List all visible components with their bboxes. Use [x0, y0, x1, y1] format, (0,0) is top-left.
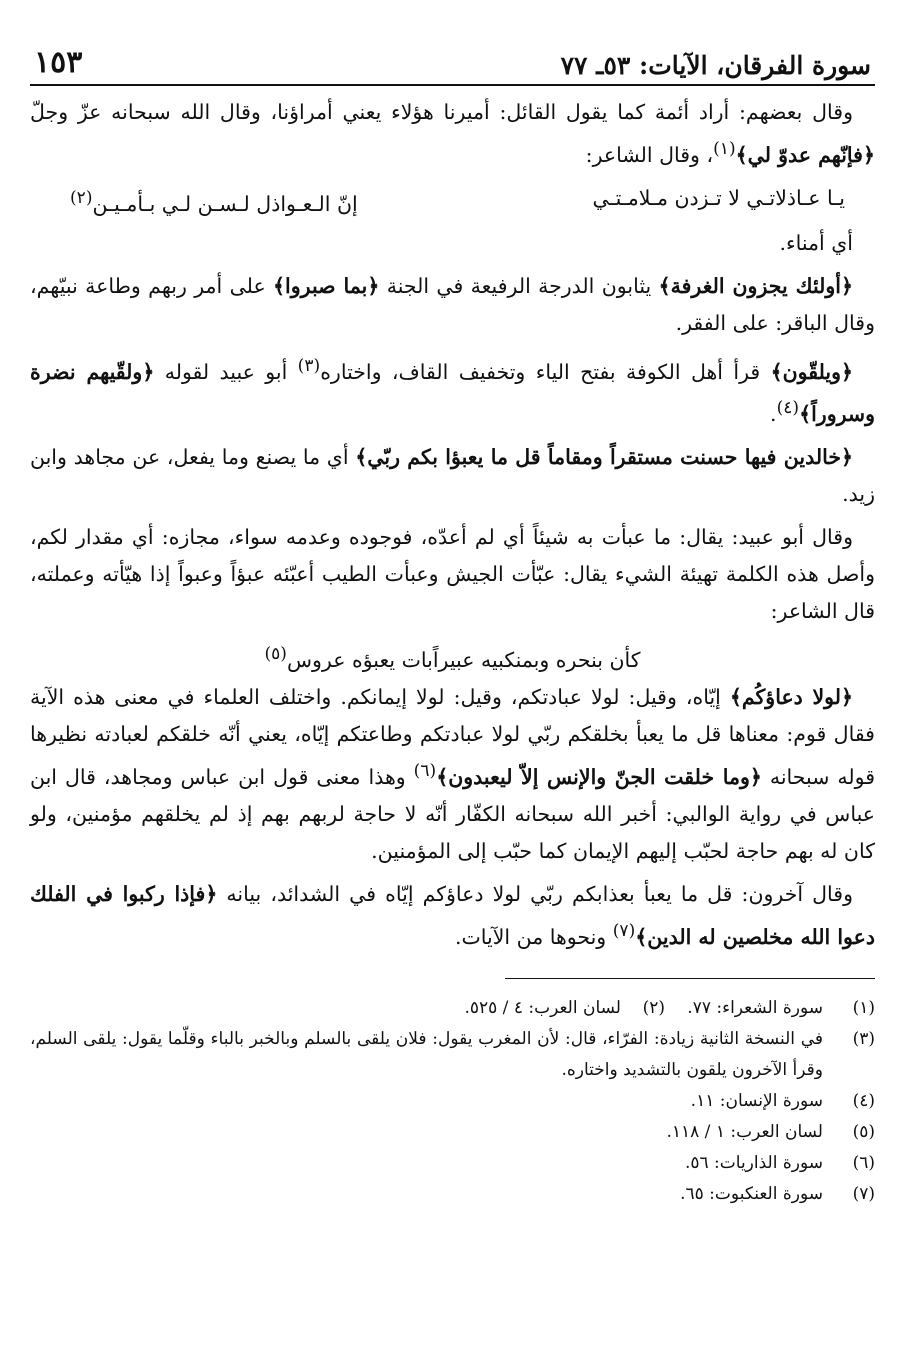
- footnote: [30, 1086, 875, 1117]
- verse-hemistich-left: [70, 180, 358, 223]
- main-text: [30, 94, 875, 956]
- text: إنّ الـعـواذل لـسـن لـي بـأمـيـن: [92, 191, 358, 216]
- text: إيّاه، وقيل: لولا عبادتكم، وقيل: لولا إيمانكم. واختلف العلماء في معنى هذه الآية فقال قوم: معناها قل ما يعبأ بخلقكم ربّي لولا عبادتكم وطاعتكم إيّاه، يعني أنّه خلقكم لعبادته نظيرها قوله سبحانه: [30, 685, 875, 789]
- text: وقال بعضهم: أراد أئمة كما يقول القائل: أميرنا هؤلاء يعني أمراؤنا، وقال الله سبحانه عزّ وجلّ: [30, 100, 853, 124]
- quran-quote: ﴿وما خلقت الجنّ والإنس إلاّ ليعبدون﴾: [436, 764, 762, 789]
- quran-quote: ﴿ويلقّون﴾: [770, 359, 853, 384]
- chapter-title: سورة الفرقان، الآيات: ٥٣ـ ٧٧: [560, 51, 871, 80]
- text: كأن بنحره وبمنكبيه عبيراًبات يعبؤه عروس: [286, 648, 641, 673]
- footnotes: [30, 993, 875, 1210]
- footnote-text: سورة الذاريات: ٥٦.: [684, 1152, 823, 1173]
- footnote-text: سورة العنكبوت: ٦٥.: [680, 1183, 823, 1204]
- footnote-ref: (٧): [612, 920, 636, 941]
- quran-quote: ﴿فإنّهم عدوّ لي﴾: [735, 142, 875, 167]
- text: يثابون الدرجة الرفيعة في الجنة: [379, 273, 659, 298]
- paragraph: [30, 348, 875, 434]
- footnote-number: (٤): [852, 1090, 875, 1111]
- text: .: [770, 402, 777, 427]
- text: ، وقال الشاعر:: [585, 142, 714, 167]
- text: أي ما يصنع وما يفعل، عن مجاهد وابن زيد.: [30, 445, 875, 507]
- header-rule: [30, 84, 875, 86]
- footnote-number: (١): [852, 997, 875, 1018]
- paragraph: [30, 268, 875, 342]
- quran-quote: ﴿لولا دعاؤكُم﴾: [729, 685, 853, 710]
- footnote-text: لسان العرب: ٤ / ٥٢٥.: [464, 997, 621, 1018]
- text: وهذا معنى قول ابن عباس ومجاهد، قال ابن عباس في رواية الوالبي: أخبر الله سبحانه الكفّار أنّه لا حاجة لربهم بهم إذ لم يخلقهم مؤمنين، ولو كان له بهم حاجة لحبّب إليهم الإيمان كما حبّب إلى المؤمنين.: [30, 764, 875, 863]
- paragraph: وقال أبو عبيد: يقال: ما عبأت به شيئاً أي لم أعدّه، فوجوده وعدمه سواء، مجازه: أي مقدار لكم، وأصل هذه الكلمة تهيئة الشيء يقال: عبّأت الجيش وعبأت الطيب أعبّئه عبؤاً وعبواً إذا هيّأته وعملته، قال الشاعر:: [30, 525, 875, 624]
- footnote-number: (٧): [852, 1183, 875, 1204]
- quran-quote: ﴿ولقّيهم نضرة وسروراً﴾: [30, 359, 875, 427]
- footnote-number: (٢): [642, 997, 665, 1018]
- footnote-ref: (٦): [413, 761, 437, 782]
- footnote-number: (٣): [852, 1028, 875, 1049]
- poem-verse: [30, 180, 875, 223]
- footnote: [665, 993, 875, 1024]
- footnote: [464, 993, 665, 1024]
- text: ونحوها من الآيات.: [454, 924, 613, 949]
- quran-quote: ﴿أولئك يجزون الغرفة﴾: [658, 273, 853, 298]
- footnote-row: [30, 993, 875, 1024]
- footnote-text: سورة الشعراء: ٧٧.: [687, 997, 823, 1018]
- paragraph: [30, 439, 875, 513]
- footnote-ref: (٢): [70, 187, 93, 208]
- footnote-number: (٦): [852, 1152, 875, 1173]
- poem-verse: [30, 636, 875, 679]
- quran-quote: ﴿بما صبروا﴾: [273, 273, 380, 298]
- paragraph: [30, 876, 875, 956]
- footnote: [30, 1024, 875, 1086]
- text: على أمر ربهم وطاعة نبيّهم، وقال الباقر: على الفقر.: [30, 273, 875, 335]
- running-header: [30, 30, 875, 84]
- footnote-rule: [505, 978, 875, 979]
- footnote: [30, 1117, 875, 1148]
- footnote: [30, 1179, 875, 1210]
- footnote-number: (٥): [852, 1121, 875, 1142]
- page-number: ١٥٣: [34, 45, 83, 80]
- quran-quote: ﴿خالدين فيها حسنت مستقراً ومقاماً قل ما يعبؤا بكم ربّي﴾: [355, 445, 854, 470]
- text: وقال آخرون: قل ما يعبأ بعذابكم ربّي لولا دعاؤكم إيّاه في الشدائد، بيانه: [217, 881, 853, 906]
- paragraph: [30, 94, 875, 174]
- footnote-text: لسان العرب: ١ / ١١٨.: [666, 1121, 823, 1142]
- footnote-text: سورة الإنسان: ١١.: [690, 1090, 823, 1111]
- text: قرأ أهل الكوفة بفتح الياء وتخفيف القاف، واختاره: [320, 359, 771, 384]
- footnote-ref: (٤): [776, 398, 800, 419]
- paragraph: [30, 679, 875, 870]
- paragraph: أي أمناء.: [779, 230, 853, 255]
- footnote-ref: (٥): [264, 644, 287, 665]
- text: أبو عبيد لقوله: [154, 359, 298, 384]
- footnote-ref: (١): [713, 139, 736, 159]
- footnote-ref: (٣): [297, 355, 321, 376]
- footnote: [30, 1148, 875, 1179]
- verse-hemistich-right: يـا عـاذلاتـي لا تـزدن مـلامـتـي: [592, 185, 845, 210]
- footnote-text: في النسخة الثانية زيادة: الفرّاء، قال: لأن المغرب يقول: فلان يلقى بالسلم وبالخبر بالباء وقلّما يقول: يلقى السلم، وقرأ الآخرون يلقون بالتشديد واختاره.: [30, 1028, 823, 1080]
- quran-quote: ﴿فإذا ركبوا في الفلك دعوا الله مخلصين له الدين﴾: [30, 881, 875, 949]
